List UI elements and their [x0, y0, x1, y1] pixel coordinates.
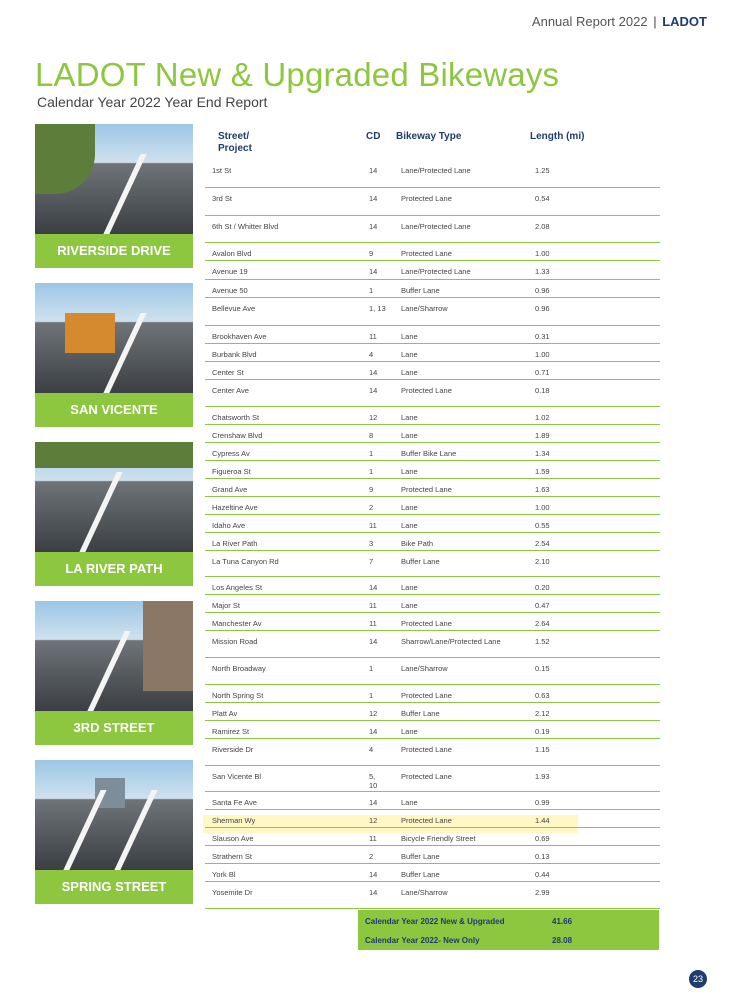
type-cell: Protected Lane [401, 816, 452, 825]
cd-cell: 11 [369, 521, 377, 530]
bikeway-table [205, 160, 660, 909]
cd-cell: 9 [369, 249, 374, 258]
cd-cell: 11 [369, 834, 377, 843]
type-cell: Protected Lane [401, 772, 452, 781]
page-title: LADOT New & Upgraded Bikeways [35, 56, 560, 93]
length-cell: 0.99 [535, 798, 550, 807]
length-cell: 1.93 [535, 772, 550, 781]
cd-cell: 14 [369, 267, 378, 276]
type-cell: Lane/Protected Lane [401, 267, 471, 276]
type-cell: Lane [401, 368, 418, 377]
cd-cell: 2 [369, 852, 374, 861]
street-cell: Major St [212, 601, 240, 610]
col-header-length: Length (mi) [530, 131, 585, 142]
table-row [205, 882, 660, 909]
cd-cell: 1 [369, 286, 374, 295]
length-cell: 2.10 [535, 557, 550, 566]
cd-cell: 12 [369, 413, 378, 422]
cd-cell: 11 [369, 332, 377, 341]
table-row [205, 577, 660, 595]
table-row [205, 497, 660, 515]
street-cell: North Broadway [212, 664, 266, 673]
street-cell: Platt Av [212, 709, 238, 718]
brand-label: LADOT [662, 14, 707, 29]
table-row [205, 631, 660, 658]
street-cell: Ramirez St [212, 727, 250, 736]
type-cell: Lane [401, 601, 418, 610]
type-cell: Lane [401, 350, 418, 359]
type-cell: Buffer Lane [401, 852, 440, 861]
street-photo [35, 601, 193, 711]
cd-cell: 7 [369, 557, 374, 566]
street-cell: Figueroa St [212, 467, 251, 476]
street-cell: La Tuna Canyon Rd [212, 557, 279, 566]
table-row [205, 721, 660, 739]
type-cell: Bike Path [401, 539, 434, 548]
type-cell: Lane [401, 431, 418, 440]
type-cell: Lane/Sharrow [401, 888, 448, 897]
table-row [205, 160, 660, 188]
length-cell: 1.34 [535, 449, 550, 458]
photo-la-river-path [35, 442, 193, 586]
type-cell: Protected Lane [401, 194, 452, 203]
table-row [205, 443, 660, 461]
cd-cell: 14 [369, 386, 378, 395]
table-row [205, 344, 660, 362]
cd-cell: 14 [369, 222, 378, 231]
street-cell: Chatsworth St [212, 413, 260, 422]
length-cell: 0.71 [535, 368, 550, 377]
length-cell: 2.54 [535, 539, 550, 548]
cd-cell: 14 [369, 727, 378, 736]
type-cell: Sharrow/Lane/Protected Lane [401, 637, 501, 646]
type-cell: Lane [401, 521, 418, 530]
photo-riverside-drive [35, 124, 193, 268]
cd-cell: 1, 13 [369, 304, 386, 313]
table-row [205, 425, 660, 443]
length-cell: 1.89 [535, 431, 550, 440]
type-cell: Lane [401, 583, 418, 592]
street-cell: Yosemite Dr [212, 888, 253, 897]
cd-cell: 12 [369, 816, 378, 825]
street-cell: Manchester Av [212, 619, 262, 628]
type-cell: Protected Lane [401, 386, 452, 395]
table-row [205, 326, 660, 344]
length-cell: 1.59 [535, 467, 550, 476]
length-cell: 1.25 [535, 166, 550, 175]
table-row [205, 188, 660, 216]
length-cell: 1.15 [535, 745, 550, 754]
total-label-new-only: Calendar Year 2022- New Only [365, 936, 480, 945]
length-cell: 0.55 [535, 521, 550, 530]
cd-cell: 14 [369, 798, 378, 807]
type-cell: Lane/Sharrow [401, 304, 448, 313]
cd-cell: 3 [369, 539, 374, 548]
cd-cell: 8 [369, 431, 374, 440]
totals-box [358, 910, 659, 950]
table-row [205, 658, 660, 685]
cd-cell: 1 [369, 449, 374, 458]
type-cell: Lane [401, 503, 418, 512]
col-header-street: Street/ Project [218, 131, 252, 154]
page-subtitle: Calendar Year 2022 Year End Report [37, 94, 268, 110]
col-header-cd: CD [366, 131, 381, 142]
street-cell: Avenue 50 [212, 286, 248, 295]
cd-cell: 14 [369, 888, 378, 897]
table-row [205, 479, 660, 497]
street-cell: York Bl [212, 870, 236, 879]
length-cell: 0.31 [535, 332, 550, 341]
street-cell: Cypress Av [212, 449, 250, 458]
photo-caption: SPRING STREET BRIDGE [35, 870, 193, 904]
length-cell: 2.99 [535, 888, 550, 897]
type-cell: Buffer Lane [401, 286, 440, 295]
type-cell: Lane/Sharrow [401, 664, 448, 673]
table-row [205, 792, 660, 810]
length-cell: 0.96 [535, 304, 550, 313]
type-cell: Protected Lane [401, 485, 452, 494]
type-cell: Lane [401, 413, 418, 422]
type-cell: Lane/Protected Lane [401, 222, 471, 231]
street-photo [35, 283, 193, 393]
street-cell: Avenue 19 [212, 267, 248, 276]
type-cell: Protected Lane [401, 619, 452, 628]
type-cell: Buffer Lane [401, 557, 440, 566]
running-header [532, 14, 707, 29]
type-cell: Lane [401, 467, 418, 476]
type-cell: Bicycle Friendly Street [401, 834, 476, 843]
street-cell: Idaho Ave [212, 521, 246, 530]
street-cell: La River Path [212, 539, 258, 548]
length-cell: 0.63 [535, 691, 550, 700]
cd-cell: 11 [369, 601, 377, 610]
table-row [205, 703, 660, 721]
cd-cell: 1 [369, 664, 374, 673]
type-cell: Lane [401, 332, 418, 341]
street-cell: Riverside Dr [212, 745, 254, 754]
cd-cell: 14 [369, 870, 378, 879]
table-row [205, 551, 660, 577]
cd-cell: 2 [369, 503, 374, 512]
street-cell: Bellevue Ave [212, 304, 256, 313]
street-cell: Slauson Ave [212, 834, 254, 843]
photo-3rd-street [35, 601, 193, 745]
length-cell: 1.00 [535, 249, 550, 258]
table-row [205, 766, 660, 792]
type-cell: Lane [401, 798, 418, 807]
table-row [205, 298, 660, 326]
length-cell: 2.12 [535, 709, 550, 718]
street-cell: Mission Road [212, 637, 258, 646]
length-cell: 0.13 [535, 852, 550, 861]
length-cell: 0.18 [535, 386, 550, 395]
street-cell: Hazeltine Ave [212, 503, 258, 512]
photo-san-vicente [35, 283, 193, 427]
table-row [205, 533, 660, 551]
length-cell: 1.63 [535, 485, 550, 494]
length-cell: 1.02 [535, 413, 550, 422]
length-cell: 0.19 [535, 727, 550, 736]
length-cell: 0.44 [535, 870, 550, 879]
table-row [205, 846, 660, 864]
table-row [205, 243, 660, 261]
street-cell: 6th St / Whitter Blvd [212, 222, 279, 231]
cd-cell: 14 [369, 166, 378, 175]
length-cell: 2.64 [535, 619, 550, 628]
cd-cell: 14 [369, 368, 378, 377]
length-cell: 0.69 [535, 834, 550, 843]
street-cell: Strathern St [212, 852, 253, 861]
cd-cell: 12 [369, 709, 378, 718]
table-row [205, 280, 660, 298]
table-row [205, 739, 660, 766]
street-photo [35, 760, 193, 870]
length-cell: 1.00 [535, 350, 550, 359]
street-cell: North Spring St [212, 691, 264, 700]
street-cell: Santa Fe Ave [212, 798, 257, 807]
page-number: 23 [689, 970, 707, 988]
length-cell: 0.15 [535, 664, 550, 673]
total-label-new-upgraded: Calendar Year 2022 New & Upgraded [365, 917, 505, 926]
street-cell: Avalon Blvd [212, 249, 252, 258]
cd-cell: 14 [369, 637, 378, 646]
length-cell: 0.20 [535, 583, 550, 592]
type-cell: Protected Lane [401, 745, 452, 754]
total-value-new-only: 28.08 [552, 936, 573, 945]
total-value-new-upgraded: 41.66 [552, 917, 573, 926]
table-row [205, 685, 660, 703]
report-label: Annual Report 2022 [531, 14, 648, 29]
length-cell: 1.44 [535, 816, 550, 825]
table-row [205, 261, 660, 280]
cd-cell: 1 [369, 467, 374, 476]
table-row [205, 828, 660, 846]
street-cell: Center Ave [212, 386, 249, 395]
street-cell: Burbank Blvd [212, 350, 257, 359]
street-cell: Los Angeles St [212, 583, 263, 592]
street-photo [35, 442, 193, 552]
photo-caption: LA RIVER PATH [35, 552, 193, 586]
photo-caption: 3RD STREET [35, 711, 193, 745]
street-cell: 1st St [212, 166, 232, 175]
type-cell: Lane/Protected Lane [401, 166, 471, 175]
length-cell: 1.33 [535, 267, 550, 276]
col-header-type: Bikeway Type [396, 131, 462, 142]
street-cell: Grand Ave [212, 485, 248, 494]
length-cell: 0.96 [535, 286, 550, 295]
table-row [205, 362, 660, 380]
length-cell: 0.47 [535, 601, 550, 610]
table-row [205, 216, 660, 243]
cd-cell: 14 [369, 194, 378, 203]
length-cell: 1.00 [535, 503, 550, 512]
cd-cell: 4 [369, 350, 374, 359]
length-cell: 1.52 [535, 637, 550, 646]
street-cell: Crenshaw Blvd [212, 431, 263, 440]
cd-cell: 9 [369, 485, 374, 494]
street-cell: Brookhaven Ave [212, 332, 267, 341]
street-cell: 3rd St [212, 194, 233, 203]
length-cell: 0.54 [535, 194, 550, 203]
header-separator: | [653, 14, 657, 29]
table-row [205, 595, 660, 613]
cd-cell: 14 [369, 583, 378, 592]
cd-cell: 5, 10 [369, 772, 378, 790]
table-row [205, 613, 660, 631]
type-cell: Protected Lane [401, 691, 452, 700]
photo-caption: RIVERSIDE DRIVE [35, 234, 193, 268]
street-cell: Center St [212, 368, 244, 377]
type-cell: Buffer Bike Lane [401, 449, 457, 458]
type-cell: Buffer Lane [401, 870, 440, 879]
street-photo [35, 124, 193, 234]
type-cell: Lane [401, 727, 418, 736]
cd-cell: 11 [369, 619, 377, 628]
table-row [205, 380, 660, 407]
table-row [205, 864, 660, 882]
table-row [205, 407, 660, 425]
table-row [205, 515, 660, 533]
photo-spring-street-bridge [35, 760, 193, 928]
photo-caption: SAN VICENTE [35, 393, 193, 427]
table-row [205, 810, 660, 828]
length-cell: 2.08 [535, 222, 550, 231]
street-cell: Sherman Wy [212, 816, 256, 825]
cd-cell: 4 [369, 745, 374, 754]
type-cell: Protected Lane [401, 249, 452, 258]
cd-cell: 1 [369, 691, 374, 700]
table-row [205, 461, 660, 479]
street-cell: San Vicente Bl [212, 772, 262, 781]
type-cell: Buffer Lane [401, 709, 440, 718]
